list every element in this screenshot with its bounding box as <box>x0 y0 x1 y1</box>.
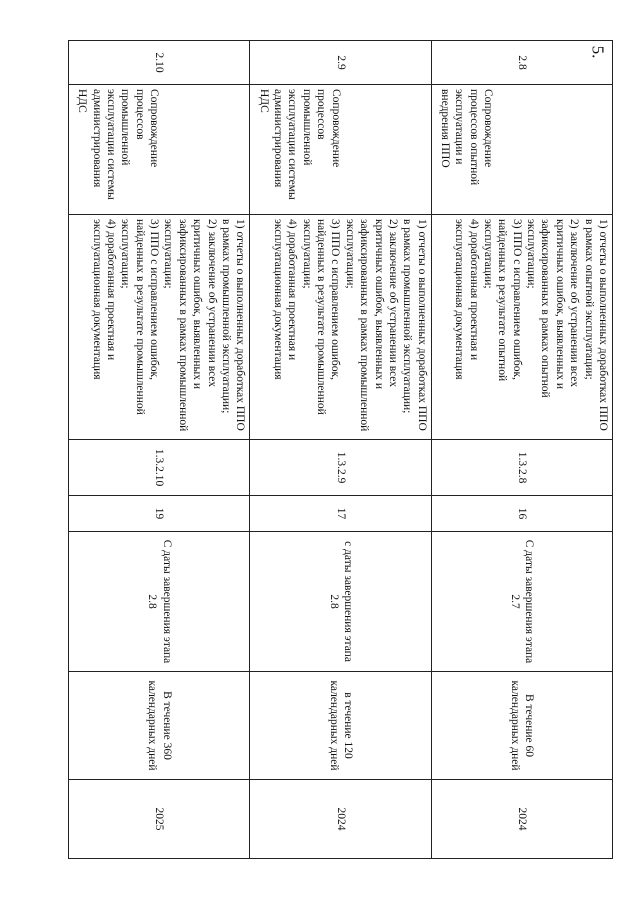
result-item: 2) заключение об устранении всех критичных ошибок, выявленных и зафиксированных в рамках опытной эксплуатации; <box>525 219 581 398</box>
rotated-table-frame <box>68 40 613 858</box>
result-item: 4) доработанная проектная и эксплуатационная документация <box>453 219 480 380</box>
result-item: 3) ППО с исправлением ошибок, найденных в результате промышленной эксплуатации; <box>119 219 161 415</box>
stage-year: 2024 <box>431 780 612 859</box>
stage-number: 2.8 <box>431 41 612 85</box>
result-item: 4) доработанная проектная и эксплуатационная документация <box>271 219 299 380</box>
stage-term: В течение 360 календарных дней <box>69 672 250 780</box>
stage-count: 16 <box>431 496 612 532</box>
stage-results <box>250 215 431 440</box>
page-number: 5. <box>588 45 608 59</box>
stage-code: 1.3.2.10 <box>69 440 250 496</box>
table-row <box>431 41 612 859</box>
stage-code: 1.3.2.9 <box>250 440 431 496</box>
stage-start: С даты завершения этапа 2.7 <box>431 532 612 672</box>
result-item: 1) отчеты о выполненных доработках ППО в рамках промышленной эксплуатации; <box>401 219 428 431</box>
stage-code: 1.3.2.8 <box>431 440 612 496</box>
stage-start: С даты завершения этапа 2.8 <box>69 532 250 672</box>
stage-number: 2.10 <box>69 41 250 85</box>
stages-table <box>68 40 613 859</box>
stage-start: с даты завершения этапа 2.8 <box>250 532 431 672</box>
result-item: 1) отчеты о выполненных доработках ППО в рамках опытной эксплуатации; <box>582 219 609 431</box>
stage-term: В течение 60 календарных дней <box>431 672 612 780</box>
stage-name: Сопровождение процессов промышленной эксплуатации системы администрирования НДС <box>250 85 431 215</box>
stage-year: 2025 <box>69 780 250 859</box>
result-item: 2) заключение об устранении всех критичных ошибок, выявленных и зафиксированных в рамках промышленной эксплуатации; <box>162 219 218 432</box>
stage-name: Сопровождение процессов опытной эксплуатации и внедрения ППО <box>431 85 612 215</box>
stage-results <box>431 215 612 440</box>
stage-number: 2.9 <box>250 41 431 85</box>
stage-name: Сопровождение процессов промышленной эксплуатации системы администрирования НДС <box>69 85 250 215</box>
table-row <box>69 41 250 859</box>
result-item: 3) ППО с исправлением ошибок, найденных в результате промышленной эксплуатации; <box>300 219 342 415</box>
result-item: 4) доработанная проектная и эксплуатационная документация <box>90 219 117 380</box>
stage-term: в течение 120 календарных дней <box>250 672 431 780</box>
result-item: 2) заключение об устранении всех критичных ошибок, выявленных и зафиксированных в рамках промышленной эксплуатации; <box>343 219 399 432</box>
result-item: 1) отчеты о выполненных доработках ППО в рамках промышленной эксплуатации; <box>219 219 247 431</box>
result-item: 3) ППО с исправлением ошибок, найденных в результате опытной эксплуатации; <box>482 219 523 382</box>
table-row <box>250 41 431 859</box>
stage-count: 19 <box>69 496 250 532</box>
stage-results <box>69 215 250 440</box>
stage-count: 17 <box>250 496 431 532</box>
stage-year: 2024 <box>250 780 431 859</box>
table-container <box>68 40 613 858</box>
